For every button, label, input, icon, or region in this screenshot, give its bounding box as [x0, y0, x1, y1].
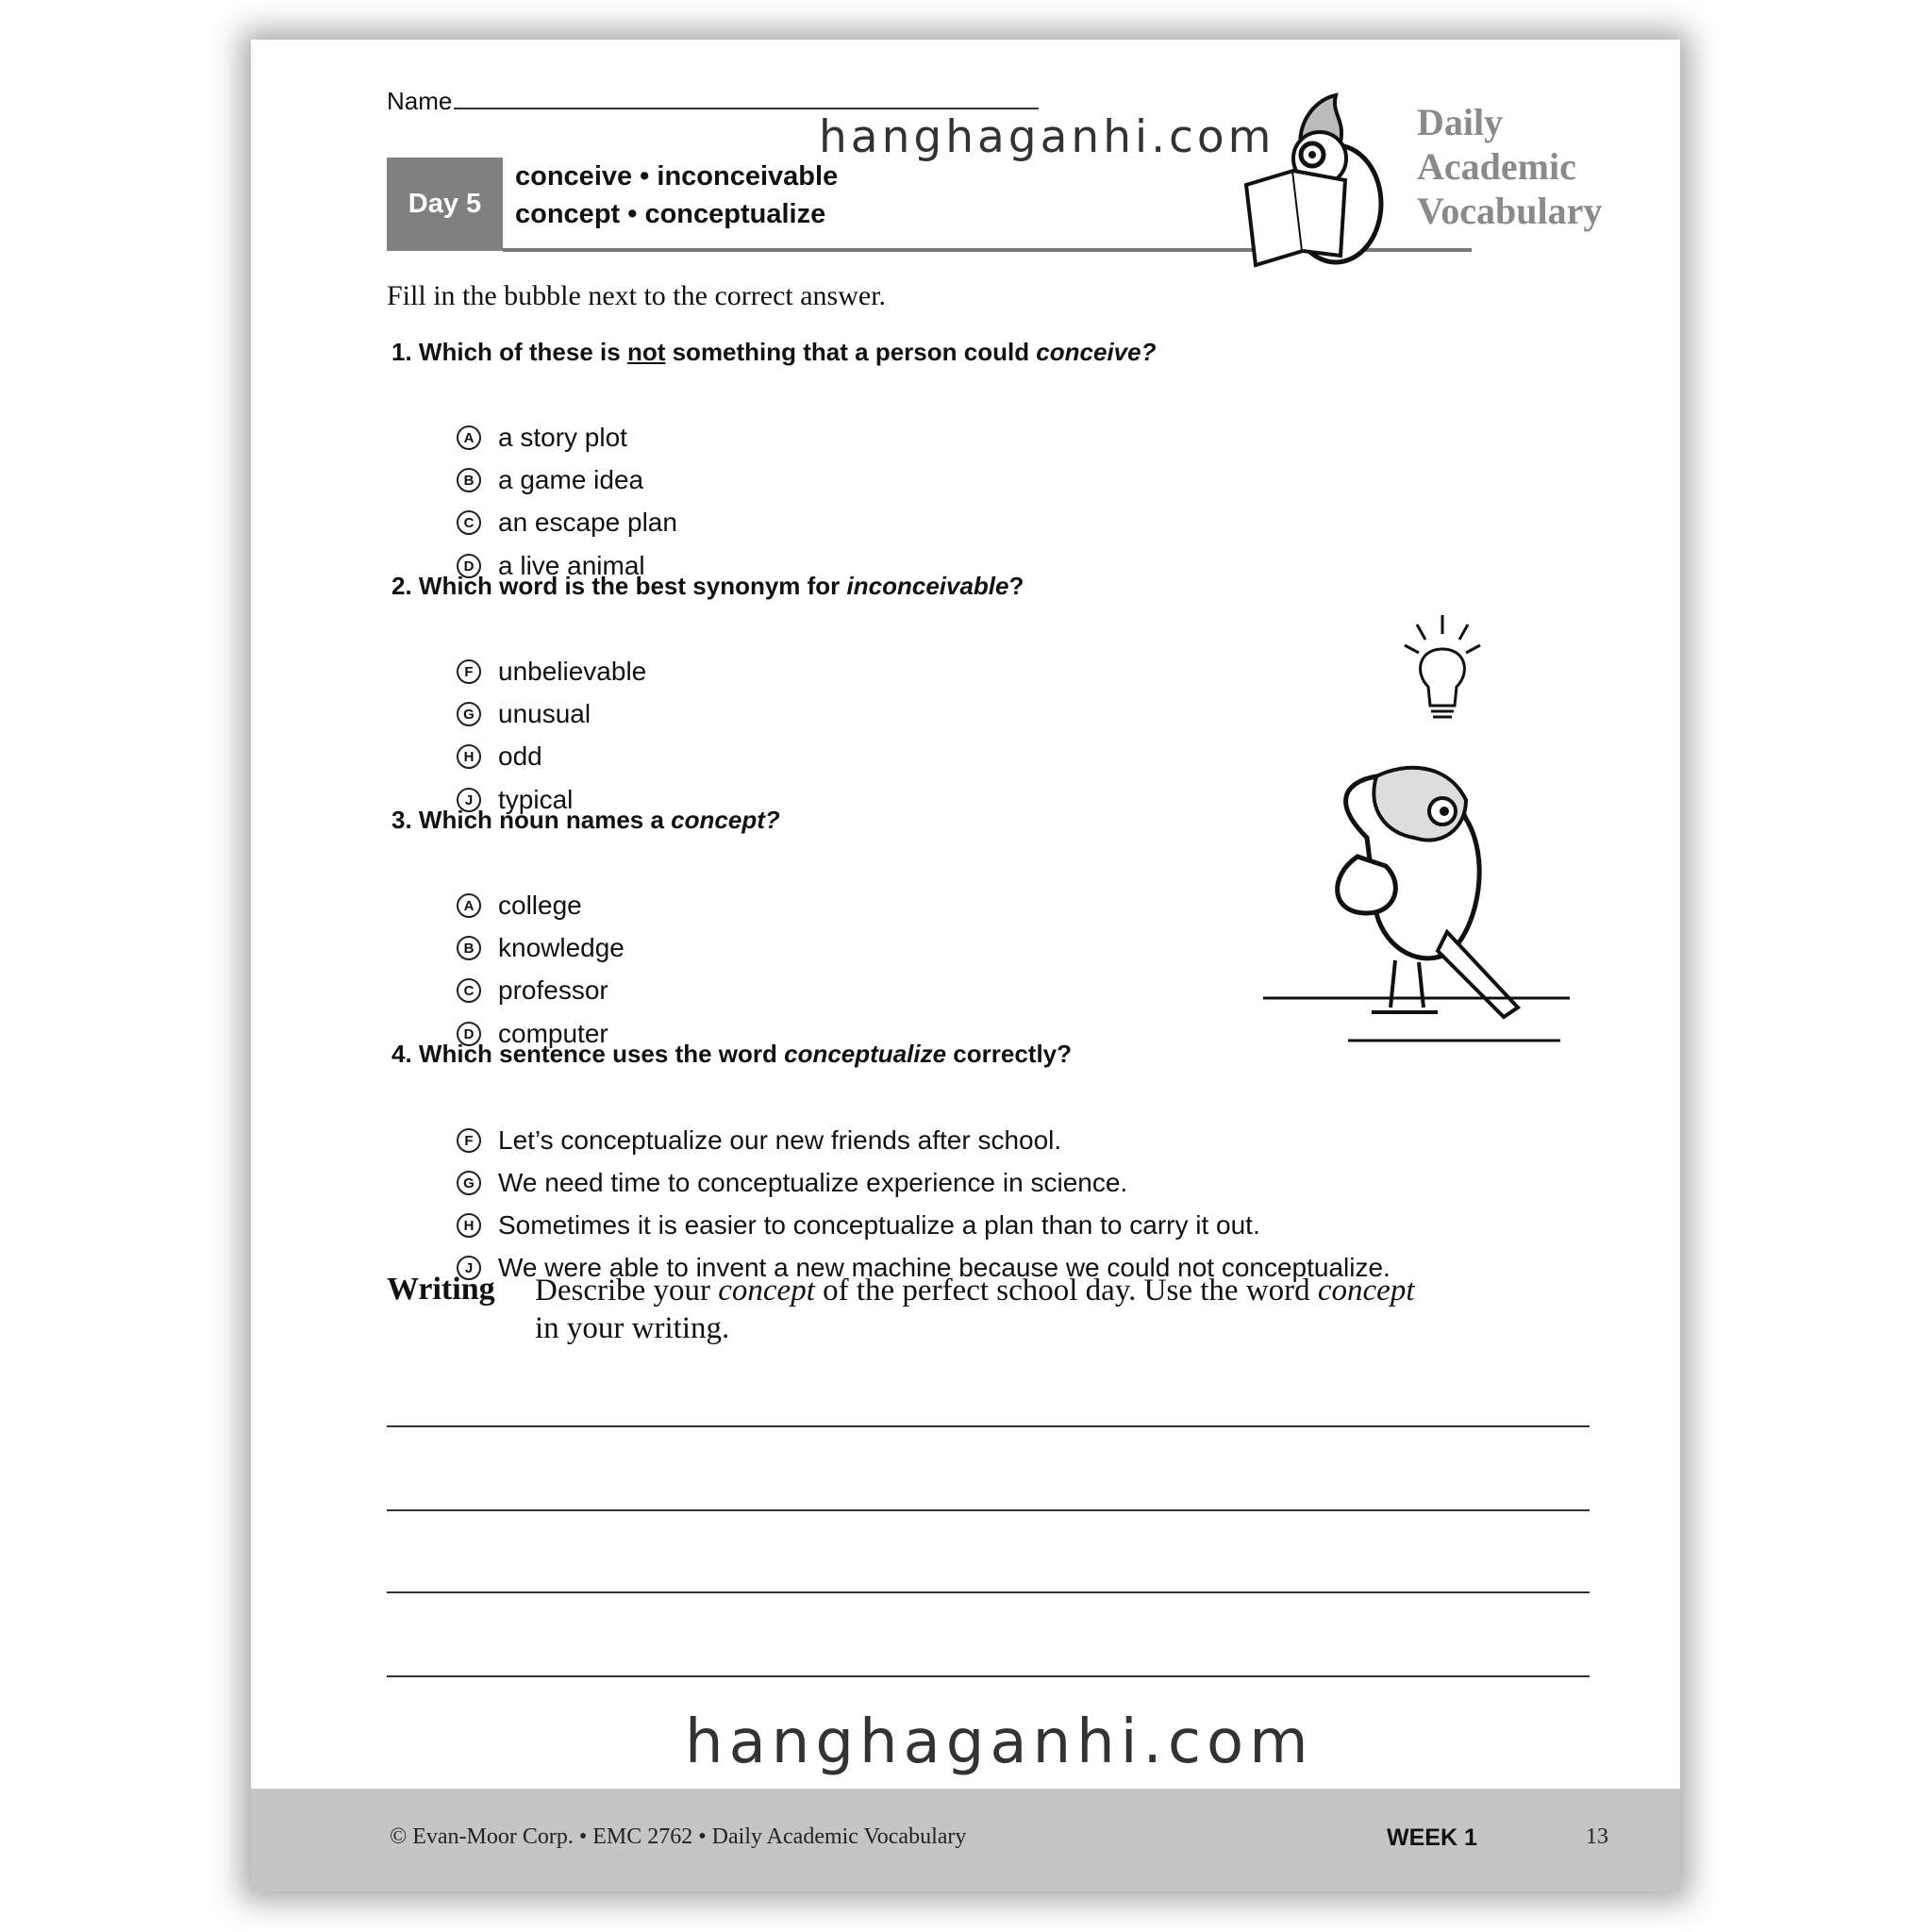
answer-bubble[interactable]: D	[457, 554, 481, 578]
copyright: © Evan-Moor Corp. • EMC 2762 • Daily Academic Vocabulary	[390, 1824, 967, 1849]
week-label: WEEK 1	[1387, 1824, 1477, 1851]
question-4: 4. Which sentence uses the word conceptualize correctly?	[391, 1040, 1073, 1068]
q2-option-h[interactable]: H odd	[457, 741, 542, 772]
q3-option-d[interactable]: D computer	[457, 1019, 608, 1049]
answer-bubble[interactable]: B	[457, 468, 481, 492]
watermark: hanghaganhi.com	[819, 111, 1275, 163]
writing-label: Writing	[387, 1272, 495, 1307]
day-badge: Day 5	[387, 158, 503, 251]
answer-bubble[interactable]: A	[457, 425, 481, 450]
q1-option-a[interactable]: A a story plot	[457, 423, 627, 453]
q4-option-f[interactable]: F Let’s conceptualize our new friends after school.	[457, 1125, 1061, 1156]
answer-bubble[interactable]: G	[457, 702, 481, 726]
answer-bubble[interactable]: F	[457, 1128, 481, 1153]
question-2: 2. Which word is the best synonym for inconceivable?	[391, 572, 1024, 600]
q2-option-f[interactable]: F unbelievable	[457, 657, 646, 687]
thinking-parrot-illustration	[1263, 611, 1589, 1047]
q4-option-g[interactable]: G We need time to conceptualize experience in science.	[457, 1168, 1127, 1198]
answer-bubble[interactable]: H	[457, 1213, 481, 1238]
reading-parrot-illustration	[1237, 91, 1421, 272]
q1-option-d[interactable]: D a live animal	[457, 551, 645, 581]
answer-bubble[interactable]: A	[457, 893, 481, 918]
q4-option-h[interactable]: H Sometimes it is easier to conceptualize a plan than to carry it out.	[457, 1210, 1260, 1241]
writing-line[interactable]	[387, 1675, 1590, 1677]
q3-option-c[interactable]: C professor	[457, 975, 608, 1006]
answer-bubble[interactable]: H	[457, 744, 481, 769]
writing-prompt: Describe your concept of the perfect school day. Use the word concept in your writing.	[535, 1274, 1415, 1345]
brand-academic: Academic	[1417, 145, 1576, 188]
writing-line[interactable]	[387, 1425, 1590, 1427]
question-3: 3. Which noun names a concept?	[391, 806, 780, 834]
writing-line[interactable]	[387, 1509, 1590, 1511]
q2-option-g[interactable]: G unusual	[457, 699, 591, 729]
answer-bubble[interactable]: D	[457, 1022, 481, 1046]
worksheet-page	[251, 40, 1680, 1891]
question-1: 1. Which of these is not something that a person could conceive?	[391, 338, 1157, 366]
name-line[interactable]	[454, 87, 1039, 109]
watermark-bottom: hanghaganhi.com	[685, 1707, 1314, 1777]
answer-bubble[interactable]: C	[457, 978, 481, 1003]
answer-bubble[interactable]: G	[457, 1171, 481, 1195]
answer-bubble[interactable]: F	[457, 659, 481, 684]
answer-bubble[interactable]: J	[457, 1256, 481, 1280]
q3-option-a[interactable]: A college	[457, 891, 582, 921]
vocab-words-1: conceive • inconceivable	[515, 161, 839, 192]
answer-bubble[interactable]: C	[457, 510, 481, 535]
writing-line[interactable]	[387, 1591, 1590, 1593]
q1-option-c[interactable]: C an escape plan	[457, 508, 677, 538]
q2-option-j[interactable]: J typical	[457, 785, 573, 815]
footer	[251, 1789, 1680, 1891]
page-number: 13	[1586, 1824, 1608, 1849]
q4-option-j[interactable]: J We were able to invent a new machine because we could not conceptualize.	[457, 1253, 1391, 1283]
name-label: Name	[387, 87, 453, 115]
answer-bubble[interactable]: J	[457, 788, 481, 812]
q3-option-b[interactable]: B knowledge	[457, 933, 625, 963]
instructions: Fill in the bubble next to the correct answer.	[387, 280, 887, 311]
brand-vocabulary: Vocabulary	[1417, 190, 1603, 232]
q1-option-b[interactable]: B a game idea	[457, 465, 643, 495]
answer-bubble[interactable]: B	[457, 936, 481, 960]
vocab-words-2: concept • conceptualize	[515, 199, 826, 229]
brand-daily: Daily	[1417, 101, 1504, 143]
